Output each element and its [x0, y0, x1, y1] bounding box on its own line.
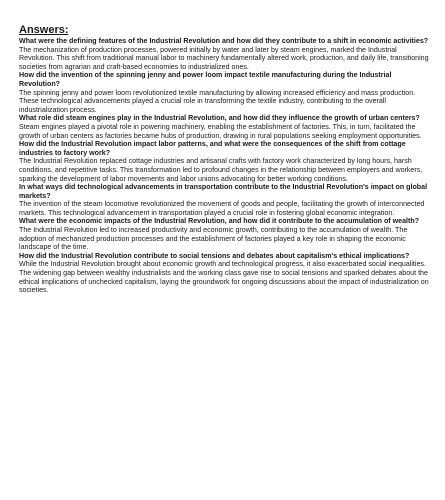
answer-2: The spinning jenny and power loom revolutionized textile manufacturing by allowing increased efficiency and mass production. These technological advancements played a crucial role in transforming the textile industry, contributing to the overall industrialization process. [19, 88, 416, 114]
answer-5: The invention of the steam locomotive revolutionized the movement of goods and people, facilitating the growth of interconnected markets. This technological advancement in transportation played a crucial role in fostering global economic integration. [19, 200, 425, 217]
answers-page [19, 24, 429, 295]
answers-heading: Answers: [19, 24, 69, 36]
answer-6: The Industrial Revolution led to increased productivity and economic growth, contributing to the accumulation of wealth. The adoption of mechanized production processes and the establishment of factories played a key role in shaping the economic landscape of the time. [19, 226, 408, 252]
answer-7: While the Industrial Revolution brought about economic growth and technological progress, it also exacerbated social inequalities. The widening gap between wealthy industrialists and the working class gave rise to social tensions and sparked debates about the ethical implications of unchecked capitalism, laying the groundwork for ongoing discussions about the impact of industrialization on societies. [19, 260, 429, 295]
answer-4: The Industrial Revolution replaced cottage industries and artisanal crafts with factory work characterized by long hours, harsh conditions, and repetitive tasks. This transformation led to profound changes in the relationship between employers and workers, sparking the development of labor movements and labor unions advocating for better working conditions. [19, 157, 423, 183]
question-4: How did the Industrial Revolution impact labor patterns, and what were the consequences of the shift from cottage industries to factory work? [19, 140, 406, 157]
question-3: What role did steam engines play in the Industrial Revolution, and how did they influence the growth of urban centers? [19, 114, 420, 123]
qa-item-7 [19, 252, 429, 295]
qa-item-2 [19, 71, 429, 114]
qa-item-6 [19, 217, 429, 251]
qa-item-1 [19, 37, 429, 71]
question-2: How did the invention of the spinning jenny and power loom impact textile manufacturing during the Industrial Revolution? [19, 71, 392, 88]
qa-item-4 [19, 140, 429, 183]
question-6: What were the economic impacts of the Industrial Revolution, and how did it contribute to the accumulation of wealth? [19, 217, 420, 226]
question-7: How did the Industrial Revolution contribute to social tensions and debates about capitalism's ethical implications? [19, 251, 410, 260]
question-5: In what ways did technological advancements in transportation contribute to the Industrial Revolution's impact on global markets? [19, 183, 428, 200]
qa-item-3 [19, 114, 429, 140]
answer-1: The mechanization of production processes, powered initially by water and later by steam engines, marked the Industrial Revolution. This shift from traditional manual labor to machinery fundamentally altered work, production, and daily life, transitioning societies from agrarian and craft-based economies to industrialized ones. [19, 45, 429, 71]
qa-item-5 [19, 183, 429, 217]
answer-3: Steam engines played a pivotal role in powering machinery, enabling the establishment of factories. This, in turn, facilitated the growth of urban centers as factories became hubs of production, drawing in rural populations seeking employment opportunities. [19, 122, 422, 140]
question-1: What were the defining features of the Industrial Revolution and how did they contribute to a shift in economic activities? [19, 37, 429, 45]
